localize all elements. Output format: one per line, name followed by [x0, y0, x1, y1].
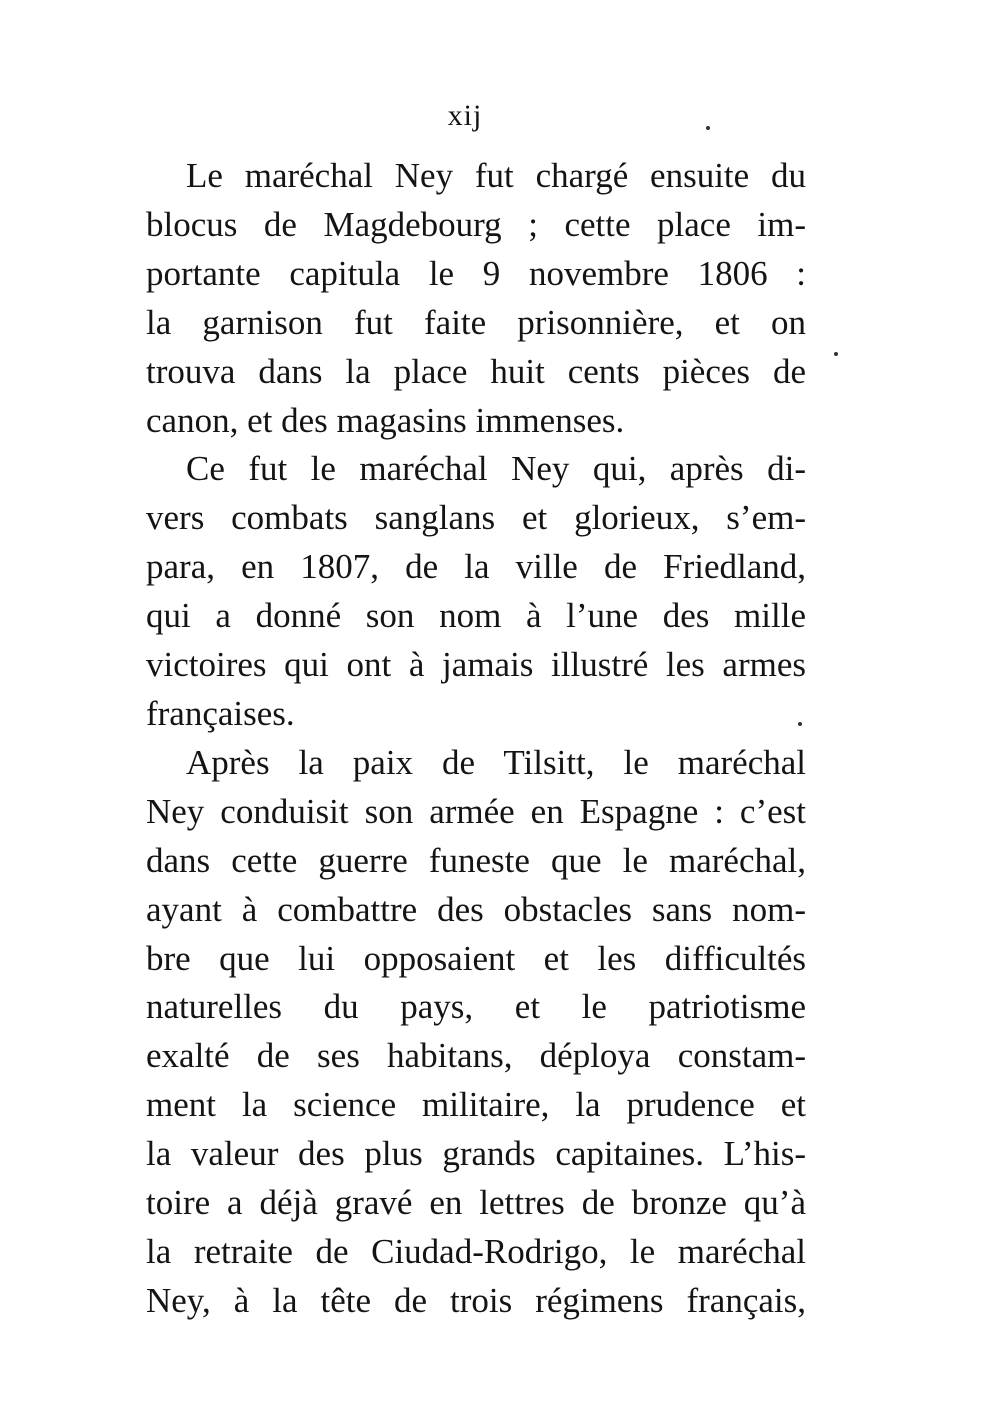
text-line: ment la science militaire, la prudence et — [146, 1085, 806, 1125]
text-line: Après la paix de Tilsitt, le maréchal — [186, 742, 806, 782]
paragraph-1 — [146, 152, 806, 445]
ink-speck — [798, 722, 802, 726]
text-line: françaises. — [146, 693, 295, 733]
page-number: xij — [447, 99, 483, 132]
text-line: la garnison fut faite prisonnière, et on — [146, 302, 806, 342]
text-line: trouva dans la place huit cents pièces de — [146, 351, 806, 391]
paragraph-3 — [146, 739, 806, 1326]
text-line: la retraite de Ciudad-Rodrigo, le maréchal — [146, 1231, 806, 1271]
text-line: bre que lui opposaient et les difficultés — [146, 938, 806, 978]
text-line: naturelles du pays, et le patriotisme — [146, 987, 806, 1027]
body-text — [146, 152, 806, 1326]
paragraph-2 — [146, 445, 806, 738]
text-line: victoires qui ont à jamais illustré les armes — [146, 645, 806, 685]
text-line: exalté de ses habitans, déploya constam- — [146, 1036, 806, 1076]
text-line: toire a déjà gravé en lettres de bronze qu’à — [146, 1183, 806, 1223]
text-line: para, en 1807, de la ville de Friedland, — [146, 547, 806, 587]
text-line: ayant à combattre des obstacles sans nom- — [146, 889, 806, 929]
text-line: la valeur des plus grands capitaines. L’his- — [146, 1134, 806, 1174]
ink-speck — [706, 126, 710, 130]
text-line: dans cette guerre funeste que le maréchal, — [146, 840, 806, 880]
text-line: Ce fut le maréchal Ney qui, après di- — [186, 449, 806, 489]
text-line: blocus de Magdebourg ; cette place im- — [146, 204, 806, 244]
text-line: portante capitula le 9 novembre 1806 : — [146, 253, 806, 293]
text-line: vers combats sanglans et glorieux, s’em- — [146, 498, 806, 538]
text-line: Le maréchal Ney fut chargé ensuite du — [186, 156, 806, 195]
text-line: Ney, à la tête de trois régimens français, — [146, 1280, 806, 1320]
text-line: qui a donné son nom à l’une des mille — [146, 596, 806, 636]
ink-speck — [834, 352, 838, 356]
text-line: Ney conduisit son armée en Espagne : c’est — [146, 791, 806, 831]
text-line: canon, et des magasins immenses. — [146, 400, 625, 440]
